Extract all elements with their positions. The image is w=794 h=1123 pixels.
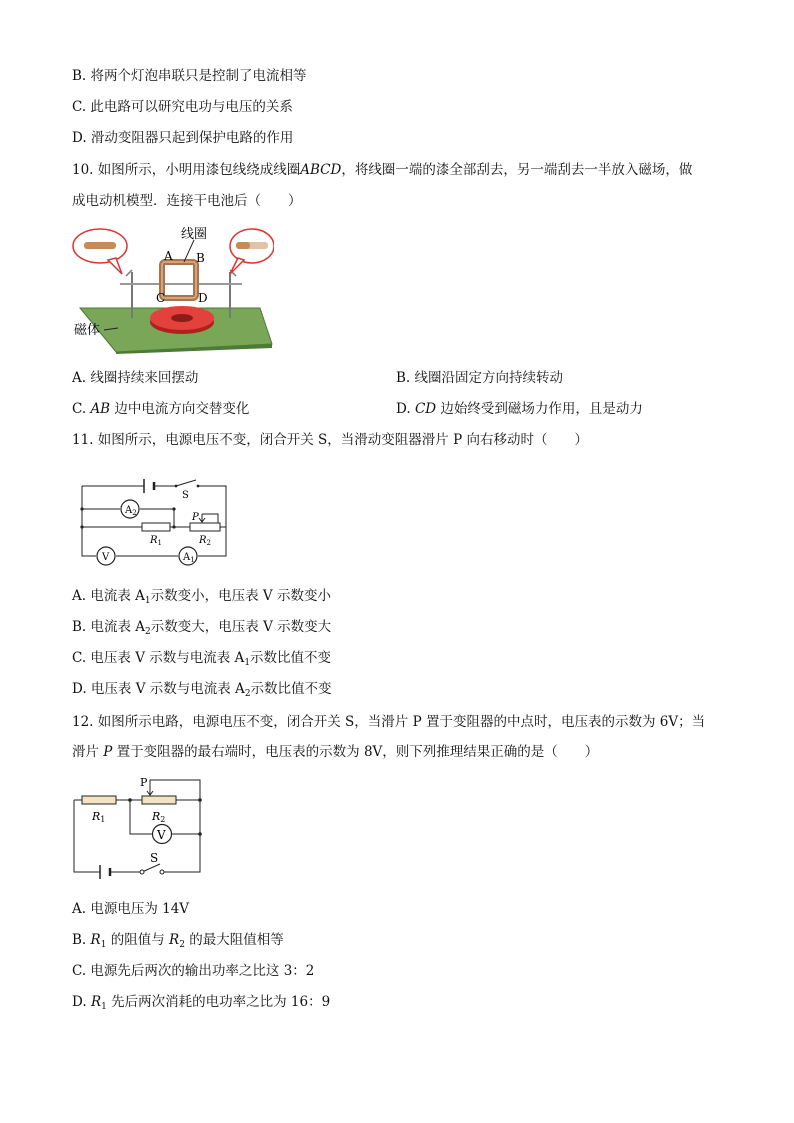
- q12-stem-line2: 滑片 P 置于变阻器的最右端时，电压表的示数为 8V，则下列推理结果正确的是（ ）: [72, 744, 599, 760]
- q10-option-b: B. 线圈沿固定方向持续转动: [396, 370, 564, 386]
- r2-label: R2: [152, 810, 166, 824]
- q10-motor-figure: [70, 222, 274, 354]
- edge-label: AB: [90, 401, 111, 417]
- q12-option-d: D. $R_1$ 先后两次消耗的电功率之比为 16：9: [72, 994, 331, 1012]
- left-wire-detail: [84, 242, 116, 249]
- q11-option-a: A. 电流表 $A_1$示数变小，电压表 V 示数变小: [72, 588, 331, 606]
- voltmeter-label: V: [102, 552, 110, 563]
- q10-stem-text: ，将线圈一端的漆全部刮去，另一端刮去一半放入磁场，做: [341, 162, 693, 178]
- coil-label: ABCD: [300, 162, 342, 178]
- coil: [162, 262, 196, 298]
- q12-option-b: B. $R_1$ 的阻值与 $R_2$ 的最大阻值相等: [72, 932, 284, 950]
- q9-option-b: B. 将两个灯泡串联只是控制了电流相等: [72, 68, 307, 84]
- switch-label: S: [182, 490, 189, 501]
- q10-option-c: [72, 400, 249, 418]
- magnet-label: 磁体: [74, 323, 101, 338]
- q10-stem-line1: [72, 161, 692, 179]
- slider-label: P: [103, 744, 113, 760]
- magnet-hole: [171, 314, 193, 322]
- edge-label: CD: [414, 401, 437, 417]
- option-text: 边始终受到磁场力作用，且是动力: [436, 401, 643, 417]
- r2-label: $R_2$: [199, 535, 211, 547]
- option-text: 边中电流方向交替变化: [110, 401, 250, 417]
- q10-option-a: A. 线圈持续来回摆动: [72, 370, 199, 386]
- q11-circuit-figure: [78, 476, 236, 568]
- q12-stem-line1: 12. 如图所示电路，电源电压不变，闭合开关 S，当滑片 P 置于变阻器的中点时，电压表的示数为 6V；当: [72, 714, 706, 730]
- q12-circuit-figure: [70, 776, 210, 880]
- slider-label: P: [192, 512, 199, 523]
- slider-label: P: [140, 776, 148, 789]
- q10-option-d: [396, 400, 643, 418]
- q10-stem-text: 10. 如图所示，小明用漆包线绕成线圈: [72, 162, 301, 178]
- ammeter-a2-label: $A_2$: [125, 505, 137, 517]
- q12-option-a: A. 电源电压为 14V: [72, 901, 190, 917]
- option-text: C.: [72, 401, 91, 417]
- q11-option-c: C. 电压表 V 示数与电流表 $A_1$示数比值不变: [72, 650, 332, 668]
- coil-label: 线圈: [181, 227, 208, 242]
- label-a: A: [164, 249, 173, 263]
- label-b: B: [196, 251, 205, 265]
- q11-option-d: D. 电压表 V 示数与电流表 $A_2$示数比值不变: [72, 681, 332, 699]
- q10-stem-line2: 成电动机模型．连接干电池后（ ）: [72, 193, 302, 209]
- q9-option-d: D. 滑动变阻器只起到保护电路的作用: [72, 130, 294, 146]
- q12-option-c: C. 电源先后两次的输出功率之比这 3：2: [72, 963, 315, 979]
- voltmeter-label: V: [157, 828, 166, 842]
- q11-option-b: B. 电流表 $A_2$示数变大，电压表 V 示数变大: [72, 619, 332, 637]
- option-text: D.: [396, 401, 415, 417]
- r1-label: R1: [92, 810, 106, 824]
- label-d: D: [198, 291, 208, 305]
- ammeter-a1-label: $A_1$: [183, 552, 195, 564]
- r1-label: $R_1$: [150, 535, 162, 547]
- switch-label: S: [150, 851, 159, 865]
- label-c: C: [156, 291, 166, 305]
- q11-stem: 11. 如图所示，电源电压不变，闭合开关 S，当滑动变阻器滑片 P 向右移动时（ ）: [72, 432, 588, 448]
- q9-option-c: C. 此电路可以研究电功与电压的关系: [72, 99, 293, 115]
